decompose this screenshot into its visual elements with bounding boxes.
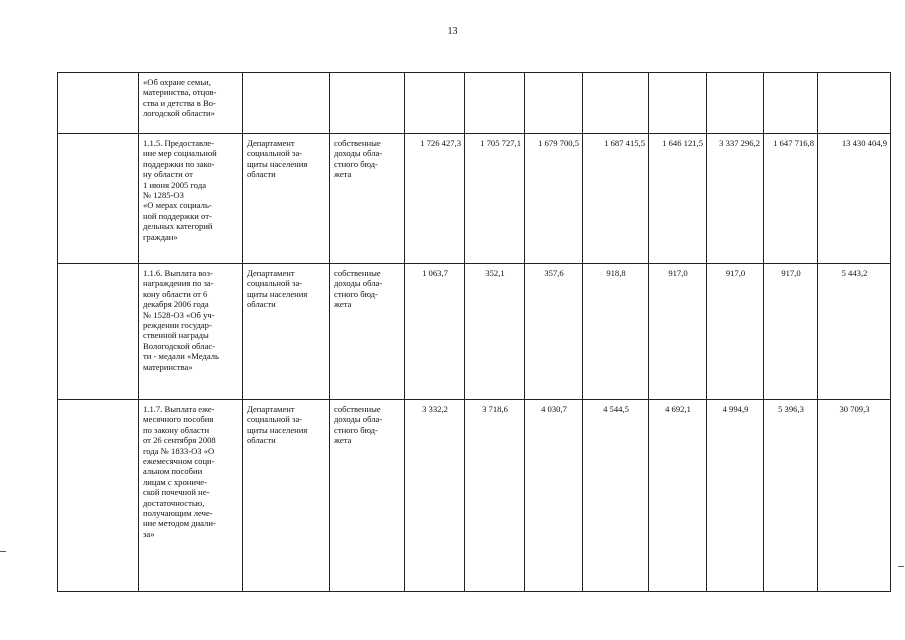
department-line: социальной за- bbox=[247, 414, 303, 425]
description-line: декабря 2006 года bbox=[143, 299, 209, 310]
source-line: жета bbox=[334, 299, 352, 310]
source-line: доходы обла- bbox=[334, 148, 383, 159]
value-cell: 917,0 bbox=[649, 264, 707, 400]
description-line: 1 июня 2005 года bbox=[143, 179, 207, 190]
value-cell bbox=[525, 73, 583, 134]
description-line: ну области от bbox=[143, 169, 193, 180]
description-line: ства и детства в Во- bbox=[143, 97, 216, 108]
description-line: ние мер социальной bbox=[143, 148, 217, 159]
table-row bbox=[58, 264, 891, 400]
department-line: области bbox=[247, 435, 276, 446]
value-cell bbox=[649, 73, 707, 134]
description-line: логодской области» bbox=[143, 108, 215, 119]
description-line: 1.1.7. Выплата еже- bbox=[143, 404, 215, 414]
table-row bbox=[58, 400, 891, 592]
value-cell: 1 705 727,1 bbox=[465, 134, 525, 264]
page-number: 13 bbox=[447, 26, 458, 37]
department-line: области bbox=[247, 169, 276, 180]
description-line: награждения по за- bbox=[143, 278, 214, 289]
budget-table bbox=[57, 72, 891, 592]
description-line: материнства» bbox=[143, 361, 193, 372]
value-cell: 4 994,9 bbox=[707, 400, 764, 592]
description-line: дельных категорий bbox=[143, 221, 213, 232]
value-cell: 13 430 404,9 bbox=[818, 134, 891, 264]
description-line: «Об охране семьи, bbox=[143, 77, 211, 87]
source-line: стного бюд- bbox=[334, 288, 378, 299]
description-line: «О мерах социаль- bbox=[143, 200, 212, 211]
description-line: лицам с хрониче- bbox=[143, 476, 207, 487]
description-line: по закону области bbox=[143, 424, 210, 435]
table-row bbox=[58, 73, 891, 134]
value-cell bbox=[465, 73, 525, 134]
department-line: Департамент bbox=[247, 404, 295, 414]
description-line: ти - медали «Медаль bbox=[143, 351, 219, 362]
margin-mark bbox=[898, 566, 904, 567]
department-cell bbox=[243, 134, 330, 264]
value-cell bbox=[405, 73, 465, 134]
row-stub-cell bbox=[58, 134, 139, 264]
source-line: собственные bbox=[334, 138, 381, 148]
description-line: материнства, отцов- bbox=[143, 87, 217, 98]
source-line: жета bbox=[334, 169, 352, 180]
description-line: достаточностью, bbox=[143, 497, 205, 508]
table-row bbox=[58, 134, 891, 264]
source-cell bbox=[330, 264, 405, 400]
row-stub-cell bbox=[58, 73, 139, 134]
value-cell: 4 544,5 bbox=[583, 400, 649, 592]
value-cell: 1 679 700,5 bbox=[525, 134, 583, 264]
value-cell: 1 687 415,5 bbox=[583, 134, 649, 264]
value-cell: 917,0 bbox=[707, 264, 764, 400]
description-line: № 1528-ОЗ «Об уч- bbox=[143, 309, 215, 320]
department-line: Департамент bbox=[247, 138, 295, 148]
department-line: области bbox=[247, 299, 276, 310]
department-line: Департамент bbox=[247, 268, 295, 278]
value-cell: 5 396,3 bbox=[764, 400, 818, 592]
description-line: ной поддержки от- bbox=[143, 210, 212, 221]
source-cell bbox=[330, 134, 405, 264]
department-line: щиты населения bbox=[247, 424, 308, 435]
description-line: кону области от 6 bbox=[143, 288, 208, 299]
description-line: 1.1.6. Выплата воз- bbox=[143, 268, 213, 278]
value-cell: 1 647 716,8 bbox=[764, 134, 818, 264]
department-cell bbox=[243, 73, 330, 134]
description-line: за» bbox=[143, 528, 155, 539]
value-cell: 5 443,2 bbox=[818, 264, 891, 400]
value-cell: 30 709,3 bbox=[818, 400, 891, 592]
department-cell bbox=[243, 400, 330, 592]
value-cell bbox=[764, 73, 818, 134]
source-line: собственные bbox=[334, 404, 381, 414]
value-cell: 918,8 bbox=[583, 264, 649, 400]
description-line: граждан» bbox=[143, 231, 178, 242]
source-line: доходы обла- bbox=[334, 278, 383, 289]
source-line: собственные bbox=[334, 268, 381, 278]
description-line: ской почечной не- bbox=[143, 487, 210, 498]
row-stub-cell bbox=[58, 264, 139, 400]
description-line: года № 1833-ОЗ «О bbox=[143, 445, 215, 456]
department-line: социальной за- bbox=[247, 278, 303, 289]
value-cell bbox=[583, 73, 649, 134]
value-cell: 917,0 bbox=[764, 264, 818, 400]
source-line: стного бюд- bbox=[334, 424, 378, 435]
value-cell bbox=[707, 73, 764, 134]
value-cell: 357,6 bbox=[525, 264, 583, 400]
value-cell: 1 646 121,5 bbox=[649, 134, 707, 264]
source-line: жета bbox=[334, 435, 352, 446]
description-cell bbox=[139, 134, 243, 264]
department-cell bbox=[243, 264, 330, 400]
value-cell: 352,1 bbox=[465, 264, 525, 400]
description-line: ние методом диали- bbox=[143, 518, 216, 529]
value-cell: 3 718,6 bbox=[465, 400, 525, 592]
value-cell: 4 030,7 bbox=[525, 400, 583, 592]
department-line: социальной за- bbox=[247, 148, 303, 159]
value-cell: 1 063,7 bbox=[405, 264, 465, 400]
value-cell bbox=[818, 73, 891, 134]
description-line: месячного пособия bbox=[143, 414, 214, 425]
source-cell bbox=[330, 73, 405, 134]
description-line: от 26 сентября 2008 bbox=[143, 435, 216, 446]
row-stub-cell bbox=[58, 400, 139, 592]
department-line: щиты населения bbox=[247, 288, 308, 299]
description-line: ежемесячном соци- bbox=[143, 456, 215, 467]
description-line: ственной награды bbox=[143, 330, 209, 341]
description-line: № 1285-ОЗ bbox=[143, 190, 184, 201]
description-line: реждении государ- bbox=[143, 320, 212, 331]
description-line: получающим лече- bbox=[143, 508, 213, 519]
description-cell bbox=[139, 400, 243, 592]
source-line: стного бюд- bbox=[334, 158, 378, 169]
description-line: 1.1.5. Предоставле- bbox=[143, 138, 214, 148]
value-cell: 4 692,1 bbox=[649, 400, 707, 592]
source-line: доходы обла- bbox=[334, 414, 383, 425]
value-cell: 3 332,2 bbox=[405, 400, 465, 592]
description-line: альном пособии bbox=[143, 466, 203, 477]
value-cell: 1 726 427,3 bbox=[405, 134, 465, 264]
description-cell bbox=[139, 264, 243, 400]
value-cell: 3 337 296,2 bbox=[707, 134, 764, 264]
description-line: Вологодской облас- bbox=[143, 340, 216, 351]
department-line: щиты населения bbox=[247, 158, 308, 169]
margin-mark bbox=[0, 551, 6, 552]
description-line: поддержки по зако- bbox=[143, 158, 215, 169]
source-cell bbox=[330, 400, 405, 592]
description-cell bbox=[139, 73, 243, 134]
